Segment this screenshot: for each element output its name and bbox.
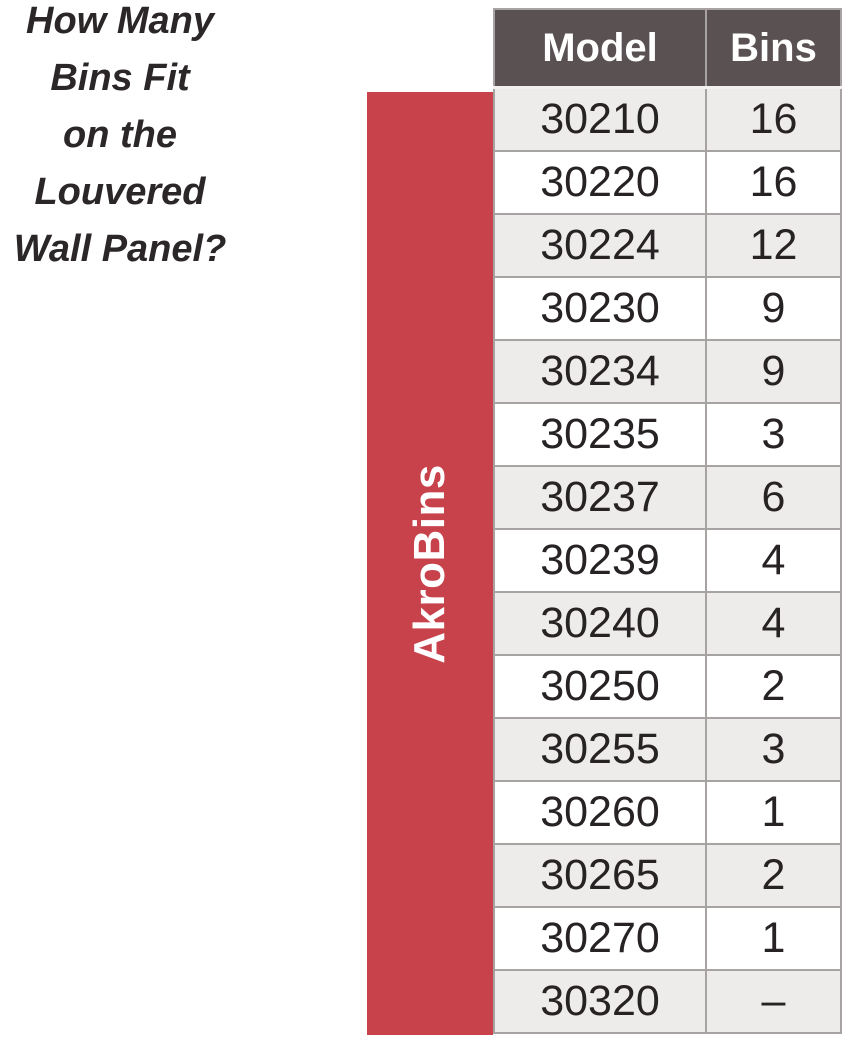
table-row (494, 907, 841, 970)
model-cell: 30235 (494, 403, 706, 466)
model-cell: 30210 (494, 88, 706, 152)
bins-cell: 3 (706, 403, 841, 466)
bins-cell: 16 (706, 151, 841, 214)
table-row (494, 529, 841, 592)
title-line: Wall Panel? (13, 228, 227, 270)
table-row (494, 88, 841, 152)
model-cell: 30270 (494, 907, 706, 970)
bins-cell: 6 (706, 466, 841, 529)
table-header-row (494, 9, 841, 88)
bins-cell: 9 (706, 277, 841, 340)
table-row (494, 970, 841, 1033)
table-row (494, 592, 841, 655)
table-row (494, 718, 841, 781)
model-cell: 30250 (494, 655, 706, 718)
bins-table (493, 8, 842, 1034)
bins-cell: 4 (706, 529, 841, 592)
table-row (494, 655, 841, 718)
model-cell: 30265 (494, 844, 706, 907)
bins-cell: 2 (706, 655, 841, 718)
table-row (494, 214, 841, 277)
bins-cell: 2 (706, 844, 841, 907)
model-cell: 30230 (494, 277, 706, 340)
bins-cell: 16 (706, 88, 841, 152)
title-line: How Many (26, 0, 214, 42)
table-row (494, 151, 841, 214)
akrobins-banner (367, 92, 493, 1035)
model-cell: 30234 (494, 340, 706, 403)
table-row (494, 403, 841, 466)
table-row (494, 781, 841, 844)
table-row (494, 466, 841, 529)
bins-cell: 1 (706, 781, 841, 844)
bins-cell: 1 (706, 907, 841, 970)
model-cell: 30240 (494, 592, 706, 655)
model-cell: 30220 (494, 151, 706, 214)
model-cell: 30320 (494, 970, 706, 1033)
bins-cell: – (706, 970, 841, 1033)
bins-cell: 12 (706, 214, 841, 277)
model-column-header: Model (494, 9, 706, 88)
table-row (494, 340, 841, 403)
model-cell: 30239 (494, 529, 706, 592)
table-row (494, 277, 841, 340)
title-line: Louvered (34, 171, 206, 213)
title-line: Bins Fit (50, 57, 190, 99)
bins-cell: 9 (706, 340, 841, 403)
banner-label: AkroBins (405, 463, 454, 664)
model-cell: 30237 (494, 466, 706, 529)
bins-column-header: Bins (706, 9, 841, 88)
model-cell: 30255 (494, 718, 706, 781)
title-line: on the (63, 114, 177, 156)
bins-cell: 4 (706, 592, 841, 655)
table-row (494, 844, 841, 907)
bins-cell: 3 (706, 718, 841, 781)
model-cell: 30260 (494, 781, 706, 844)
page-title (0, 0, 240, 278)
model-cell: 30224 (494, 214, 706, 277)
